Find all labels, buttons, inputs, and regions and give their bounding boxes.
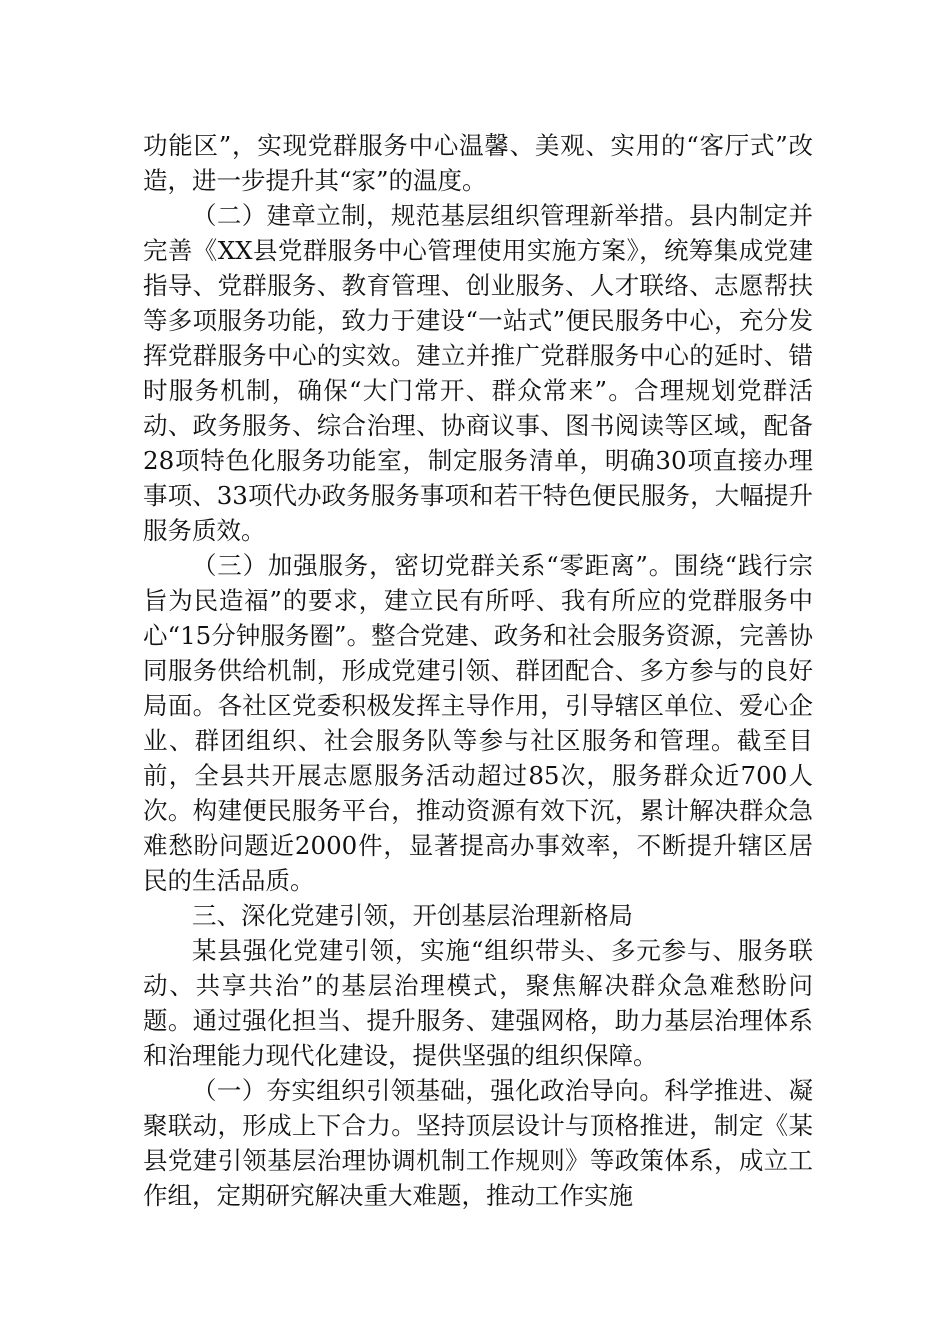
document-body bbox=[143, 128, 813, 1213]
paragraph-section-intro: 某县强化党建引领，实施“组织带头、多元参与、服务联动、共享共治”的基层治理模式，聚焦解决群众急难愁盼问题。通过强化担当、提升服务、建强网格，助力基层治理体系和治理能力现代化建设，提供坚强的组织保障。 bbox=[143, 936, 813, 1070]
paragraph-subsection-1: （一）夯实组织引领基础，强化政治导向。科学推进、凝聚联动，形成上下合力。坚持顶层设计与顶格推进，制定《某县党建引领基层治理协调机制工作规则》等政策体系，成立工作组，定期研究解决重大难题，推动工作实施 bbox=[143, 1076, 813, 1210]
section-heading-3: 三、深化党建引领，开创基层治理新格局 bbox=[192, 901, 633, 930]
paragraph-section-2: （二）建章立制，规范基层组织管理新举措。县内制定并完善《XX县党群服务中心管理使用实施方案》，统筹集成党建指导、党群服务、教育管理、创业服务、人才联络、志愿帮扶等多项服务功能，致力于建设“一站式”便民服务中心，充分发挥党群服务中心的实效。建立并推广党群服务中心的延时、错时服务机制，确保“大门常开、群众常来”。合理规划党群活动、政务服务、综合治理、协商议事、图书阅读等区域，配备28项特色化服务功能室，制定服务清单，明确30项直接办理事项、33项代办政务服务事项和若干特色便民服务，大幅提升服务质效。 bbox=[143, 201, 813, 545]
paragraph-continuation: 功能区”，实现党群服务中心温馨、美观、实用的“客厅式”改造，进一步提升其“家”的温度。 bbox=[143, 131, 813, 195]
paragraph-section-3: （三）加强服务，密切党群关系“零距离”。围绕“践行宗旨为民造福”的要求，建立民有所呼、我有所应的党群服务中心“15分钟服务圈”。整合党建、政务和社会服务资源，完善协同服务供给机制，形成党建引领、群团配合、多方参与的良好局面。各社区党委积极发挥主导作用，引导辖区单位、爱心企业、群团组织、社会服务队等参与社区服务和管理。截至目前，全县共开展志愿服务活动超过85次，服务群众近700人次。构建便民服务平台，推动资源有效下沉，累计解决群众急难愁盼问题近2000件，显著提高办事效率，不断提升辖区居民的生活品质。 bbox=[143, 551, 813, 895]
